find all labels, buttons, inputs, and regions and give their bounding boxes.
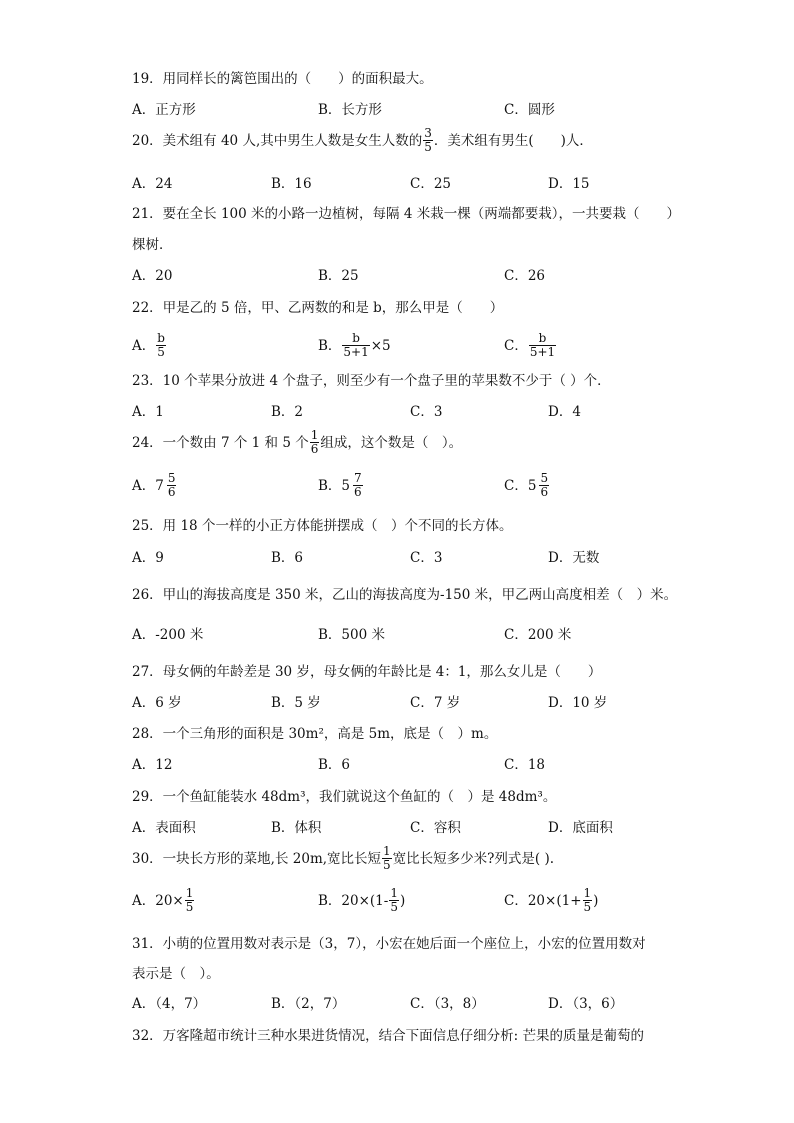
fraction [185,887,195,914]
option-d[interactable]: D．10 岁 [548,695,608,711]
option-b[interactable]: B．500 米 [318,627,385,643]
question-30-options [132,886,692,920]
option-b[interactable]: B．（2，7） [271,996,346,1012]
option-c[interactable]: C．（3，8） [410,996,485,1012]
option-c[interactable]: C．圆形 [504,102,555,118]
denominator: 5 [583,900,592,914]
option-prefix: B． [318,893,342,909]
question-27-options [132,691,692,715]
stem-text: 20．美术组有 40 人,其中男生人数是女生人数的 [132,133,423,149]
question-20-options [132,172,692,196]
fraction [529,332,556,359]
option-a[interactable] [132,333,167,360]
option-d[interactable]: D．15 [548,176,590,192]
denominator: 5+1 [529,345,556,359]
option-b[interactable]: B．5 岁 [271,695,321,711]
option-prefix: A． [132,893,156,909]
fraction [539,472,549,499]
numerator: 3 [424,126,432,140]
option-b[interactable]: B．16 [271,176,312,192]
question-24-options [132,471,692,505]
numerator: 1 [310,428,319,442]
question-30-stem [132,846,554,873]
denominator: 6 [167,485,176,499]
question-24-stem [132,430,462,457]
option-a[interactable] [132,888,195,915]
option-d[interactable]: D．底面积 [548,820,613,836]
option-b[interactable]: B．体积 [271,820,322,836]
expression-text: 20×(1+ [527,893,582,909]
option-a[interactable]: A．20 [132,268,173,284]
whole-number: 5 [527,478,537,494]
option-c[interactable]: C．容积 [410,820,461,836]
option-c[interactable] [504,888,598,915]
numerator: 1 [390,886,398,900]
option-c[interactable] [504,473,550,500]
expression-text: 20×(1- [341,893,389,909]
question-25-stem: 25．用 18 个一样的小正方体能拼摆成（ ）个不同的长方体。 [132,518,513,534]
expression-text: ) [593,893,599,909]
question-20-stem [132,128,593,155]
option-c[interactable]: C．26 [504,268,546,284]
option-d[interactable]: D．4 [548,404,581,420]
option-a[interactable]: A．正方形 [132,102,196,118]
question-22-options [132,327,692,361]
question-25-options [132,546,692,570]
question-21-options [132,264,692,288]
option-b[interactable]: B．6 [318,757,351,773]
denominator: 5 [383,858,391,872]
option-a[interactable]: A．1 [132,404,164,420]
option-c[interactable]: C．200 米 [504,627,572,643]
whole-number: 7 [155,478,164,494]
question-26-options [132,623,692,647]
stem-text: 宽比长短多少米?列式是( ). [392,851,555,867]
option-b[interactable]: B．2 [271,404,304,420]
option-a[interactable]: A．12 [132,757,173,773]
option-a[interactable]: A．9 [132,550,164,566]
option-a[interactable]: A．6 岁 [132,695,182,711]
numerator: b [352,331,360,345]
question-19-options [132,98,692,122]
option-c[interactable]: C．18 [504,757,546,773]
option-a[interactable] [132,473,177,500]
option-a[interactable]: A．表面积 [132,820,196,836]
fraction [156,332,166,359]
numerator: 1 [185,886,194,900]
question-28-stem: 28．一个三角形的面积是 30m²，高是 5m，底是（ ）m。 [132,726,498,742]
question-21-stem-line2: 棵树． [132,237,173,253]
option-a[interactable]: A．24 [132,176,173,192]
option-c[interactable]: C．25 [410,176,452,192]
stem-text: ．美术组有男生( )人． [433,133,593,149]
fraction [310,429,320,456]
denominator: 6 [540,485,549,499]
numerator: 5 [540,471,549,485]
option-b[interactable]: B．6 [271,550,304,566]
denominator: 5 [157,345,165,359]
option-prefix: C． [504,893,528,909]
question-29-stem: 29．一个鱼缸能装水 48dm³，我们就说这个鱼缸的（ ）是 48dm³。 [132,789,557,805]
fraction [583,887,593,914]
numerator: 7 [354,471,362,485]
denominator: 5+1 [343,345,369,359]
question-22-stem: 22．甲是乙的 5 倍，甲、乙两数的和是 b，那么甲是（ ） [132,300,504,316]
option-prefix: A． [132,338,156,354]
option-b[interactable]: B．长方形 [318,102,382,118]
denominator: 6 [354,485,362,499]
stem-text: 24．一个数由 7 个 1 和 5 个 [132,435,309,451]
numerator: b [157,331,165,345]
denominator: 6 [310,442,319,456]
stem-text: 30．一块长方形的菜地,长 20m,宽比长短 [132,851,382,867]
option-prefix: B． [318,478,342,494]
denominator: 5 [424,140,432,154]
question-23-options [132,400,692,424]
question-26-stem: 26．甲山的海拔高度是 350 米，乙山的海拔高度为-150 米，甲乙两山高度相差（ ）米。 [132,587,678,603]
expression-text: 20× [155,893,184,909]
option-c[interactable]: C．3 [410,550,443,566]
fraction [389,887,399,914]
option-prefix: C． [504,338,528,354]
question-21-stem-line1: 21．要在全长 100 米的小路一边植树，每隔 4 米栽一棵（两端都要栽），一共要栽（ ） [132,206,680,222]
question-27-stem: 27．母女俩的年龄差是 30 岁，母女俩的年龄比是 4：1，那么女儿是（ ） [132,664,602,680]
option-a[interactable]: A．-200 米 [132,627,204,643]
question-31-stem-line2: 表示是（ ）。 [132,966,220,982]
question-29-options [132,816,692,840]
question-32-stem: 32．万客隆超市统计三种水果进货情况，结合下面信息仔细分析: 芒果的质量是葡萄的 [132,1028,645,1044]
question-28-options [132,753,692,777]
option-prefix: A． [132,478,156,494]
option-b[interactable] [318,888,405,915]
question-31-options [132,992,692,1016]
question-19-stem: 19．用同样长的篱笆围出的（ ）的面积最大。 [132,71,433,87]
fraction [423,127,433,154]
fraction [342,332,369,359]
option-c[interactable] [504,333,557,360]
fraction [382,845,392,872]
numerator: 5 [167,471,176,485]
numerator: b [538,331,547,345]
option-b[interactable]: B．25 [318,268,359,284]
denominator: 5 [390,900,398,914]
option-prefix: B． [318,338,342,354]
option-b[interactable] [318,333,391,360]
option-d[interactable]: D．（3，6） [548,996,624,1012]
fraction [353,472,363,499]
option-b[interactable] [318,473,364,500]
option-suffix: ×5 [370,338,391,354]
question-23-stem: 23．10 个苹果分放进 4 个盘子，则至少有一个盘子里的苹果数不少于（ ）个． [132,373,611,389]
numerator: 1 [583,886,592,900]
numerator: 1 [383,844,391,858]
option-d[interactable]: D．无数 [548,550,600,566]
denominator: 5 [185,900,194,914]
stem-text: 组成，这个数是（ ）。 [320,435,463,451]
option-c[interactable]: C．3 [410,404,443,420]
option-c[interactable]: C．7 岁 [410,695,461,711]
question-31-stem-line1: 31．小萌的位置用数对表示是（3，7），小宏在她后面一个座位上，小宏的位置用数对 [132,936,646,952]
whole-number: 5 [341,478,351,494]
expression-text: ) [399,893,406,909]
option-prefix: C． [504,478,528,494]
fraction [167,472,177,499]
option-a[interactable]: A．（4，7） [132,996,207,1012]
